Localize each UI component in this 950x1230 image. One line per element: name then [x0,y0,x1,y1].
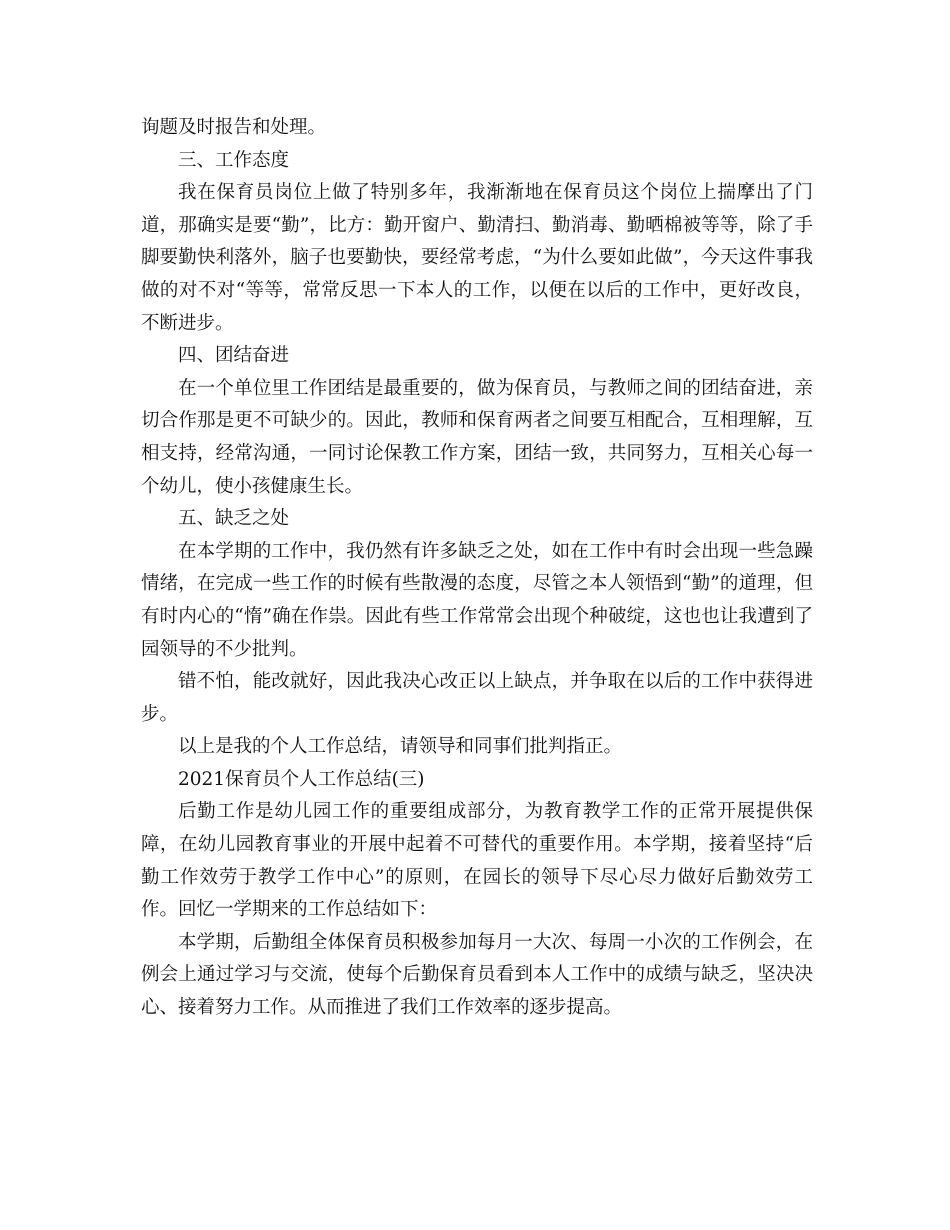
paragraph-unity: 在一个单位里工作团结是最重要的，做为保育员，与教师之间的团结奋进，亲切合作那是更不可缺少的。因此，教师和保育两者之间要互相配合，互相理解，互相支持，经常沟通，一同讨论保教工作方案，团结一致，共同努力，互相关心每一个幼儿，使小孩健康生长。 [141,377,813,497]
section-heading-shortcomings: 五、缺乏之处 [178,508,290,530]
paragraph-continuation: 询题及时报告和处理。 [141,117,327,138]
paragraph-logistics-intro: 后勤工作是幼儿园工作的重要组成部分，为教育教学工作的正常开展提供保障，在幼儿园教育事业的开展中起着不可替代的重要作用。本学期，接着坚持“后勤工作效劳于教学工作中心”的原则，在园长的领导下尽心尽力做好后勤效劳工作。回忆一学期来的工作总结如下： [141,801,813,921]
paragraph-attitude: 我在保育员岗位上做了特别多年，我渐渐地在保育员这个岗位上揣摩出了门道，那确实是要“勤”，比方：勤开窗户、勤清扫、勤消毒、勤晒棉被等等，除了手脚要勤快利落外，脑子也要勤快，要经常考虑，“为什么要如此做”，今天这件事我做的对不对“等等，常常反思一下本人的工作，以便在以后的工作中，更好改良，不断进步。 [141,182,813,334]
paragraph-logistics-meetings: 本学期，后勤组全体保育员积极参加每月一大次、每周一小次的工作例会，在例会上通过学习与交流，使每个后勤保育员看到本人工作中的成绩与缺乏，坚决决心、接着努力工作。从而推进了我们工作效率的逐步提高。 [141,931,813,1019]
section-title-summary-three: 2021保育员个人工作总结(三) [178,768,425,790]
paragraph-closing: 以上是我的个人工作总结，请领导和同事们批判指正。 [178,736,623,758]
paragraph-improvement: 错不怕，能改就好，因此我决心改正以上缺点，并争取在以后的工作中获得进步。 [141,671,813,725]
paragraph-shortcomings: 在本学期的工作中，我仍然有许多缺乏之处，如在工作中有时会出现一些急躁情绪，在完成一些工作的时候有些散漫的态度，尽管之本人领悟到“勤”的道理，但有时内心的“惰”确在作祟。因此有些工作常常会出现个种破绽，这也也让我遭到了园领导的不少批判。 [141,540,813,660]
section-heading-attitude: 三、工作态度 [178,149,290,171]
document-page [141,112,813,1025]
section-heading-unity: 四、团结奋进 [178,345,290,367]
